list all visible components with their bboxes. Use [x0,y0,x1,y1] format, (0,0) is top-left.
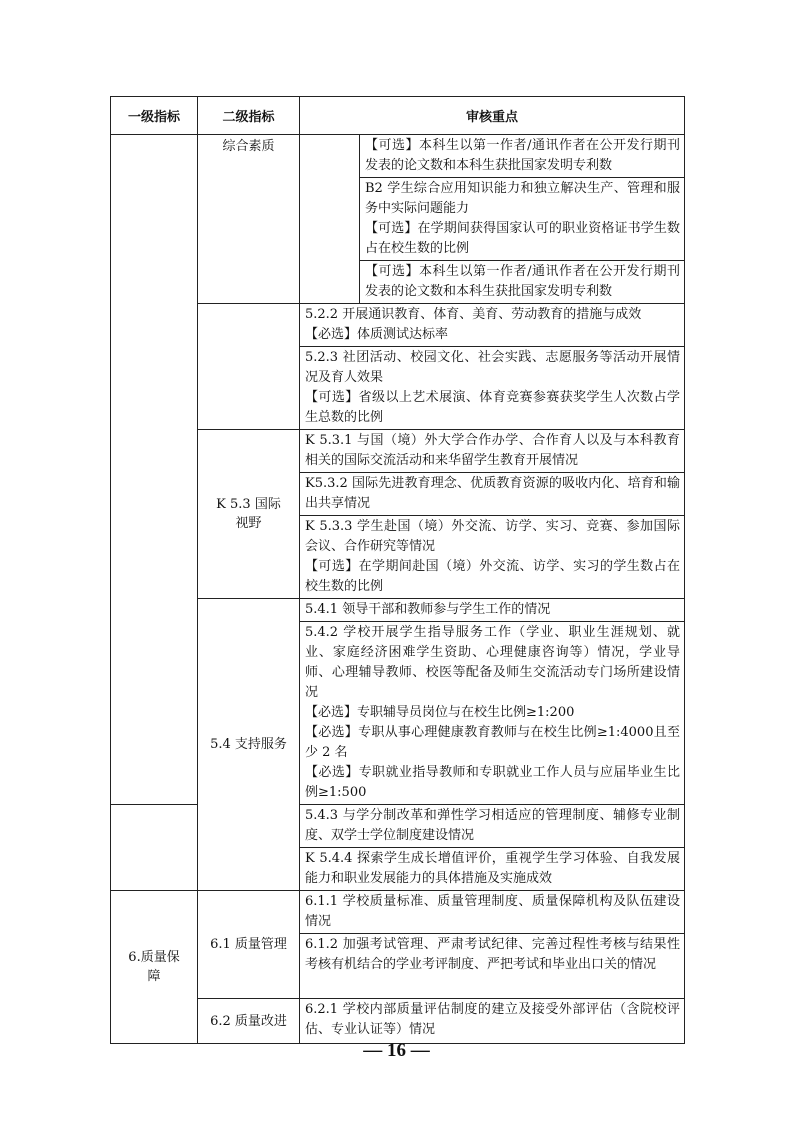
level1-cell-empty [111,135,198,805]
review-item: 6.1.1 学校质量标准、质量管理制度、质量保障机构及队伍建设情况 [305,894,681,929]
level2-cell: 6.2 质量改进 [198,999,300,1044]
level2-cell: 5.4 支持服务 [198,599,300,891]
review-item: 5.4.1 领导干部和教师参与学生工作的情况 [305,602,551,617]
table-header-row [111,97,685,135]
level2-cell-cont [198,304,300,430]
table-row [111,999,685,1044]
table-row [111,805,685,848]
sub-indent-cell [300,135,360,304]
review-item: 【可选】本科生以第一作者/通讯作者在公开发行期刊发表的论文数和本科生获批国家发明专利数 [365,264,681,299]
table-row [111,430,685,473]
level2-cell: 综合素质 [198,135,300,304]
level1-cell-cont [111,805,198,891]
review-item: 5.4.3 与学分制改革和弹性学习相适应的管理制度、辅修专业制度、双学士学位制度建设情况 [305,808,681,843]
review-item: 5.2.3 社团活动、校园文化、社会实践、志愿服务等活动开展情况及育人效果 【可选】省级以上艺术展演、体育竞赛参赛获奖学生人次数占学生总数的比例 [305,350,681,425]
review-item: 6.2.1 学校内部质量评估制度的建立及接受外部评估（含院校评估、专业认证等）情况 [305,1002,681,1037]
review-item: K5.3.2 国际先进教育理念、优质教育资源的吸收内化、培育和输出共享情况 [305,476,681,511]
review-criteria-table [110,96,685,1044]
table-row [111,135,685,178]
review-item: 5.4.2 学校开展学生指导服务工作（学业、职业生涯规划、就业、家庭经济困难学生资助、心理健康咨询等）情况，学业导师、心理辅导教师、校医等配备及师生交流活动专门场所建设情况 【必选】专职辅导员岗位与在校生比例≥1:200 【必选】专职从事心理健康教育教师与在校生比例≥1:4000且至少 2 名 【必选】专职就业指导教师和专职就业工作人员与应届毕业生比例≥1:500 [305,625,681,800]
header-level1: 一级指标 [111,97,198,135]
table-row [111,891,685,934]
level2-cell: K 5.3 国际 视野 [198,430,300,599]
header-review-focus: 审核重点 [300,97,685,135]
review-item: K 5.3.3 学生赴国（境）外交流、访学、实习、竞赛、参加国际会议、合作研究等情况 【可选】在学期间赴国（境）外交流、访学、实习的学生数占在校生数的比例 [305,519,681,594]
review-item: K 5.4.4 探索学生成长增值评价，重视学生学习体验、自我发展能力和职业发展能力的具体措施及实施成效 [305,851,681,886]
level1-cell: 6.质量保 障 [111,891,198,1044]
table-row [111,304,685,347]
review-item: 【可选】本科生以第一作者/通讯作者在公开发行期刊发表的论文数和本科生获批国家发明专利数 [365,138,681,173]
review-item: K 5.3.1 与国（境）外大学合作办学、合作育人以及与本科教育相关的国际交流活动和来华留学生教育开展情况 [305,433,681,468]
review-item: 6.1.2 加强考试管理、严肃考试纪律、完善过程性考核与结果性考核有机结合的学业考评制度、严把考试和毕业出口关的情况 [305,937,681,972]
header-level2: 二级指标 [198,97,300,135]
table-row [111,599,685,622]
level2-cell: 6.1 质量管理 [198,891,300,999]
review-item: 5.2.2 开展通识教育、体育、美育、劳动教育的措施与成效 【必选】体质测试达标率 [305,307,642,342]
page-number: — 16 — [363,1040,430,1061]
review-item: B2 学生综合应用知识能力和独立解决生产、管理和服务中实际问题能力 【可选】在学期间获得国家认可的职业资格证书学生数占在校生数的比例 [365,181,681,256]
